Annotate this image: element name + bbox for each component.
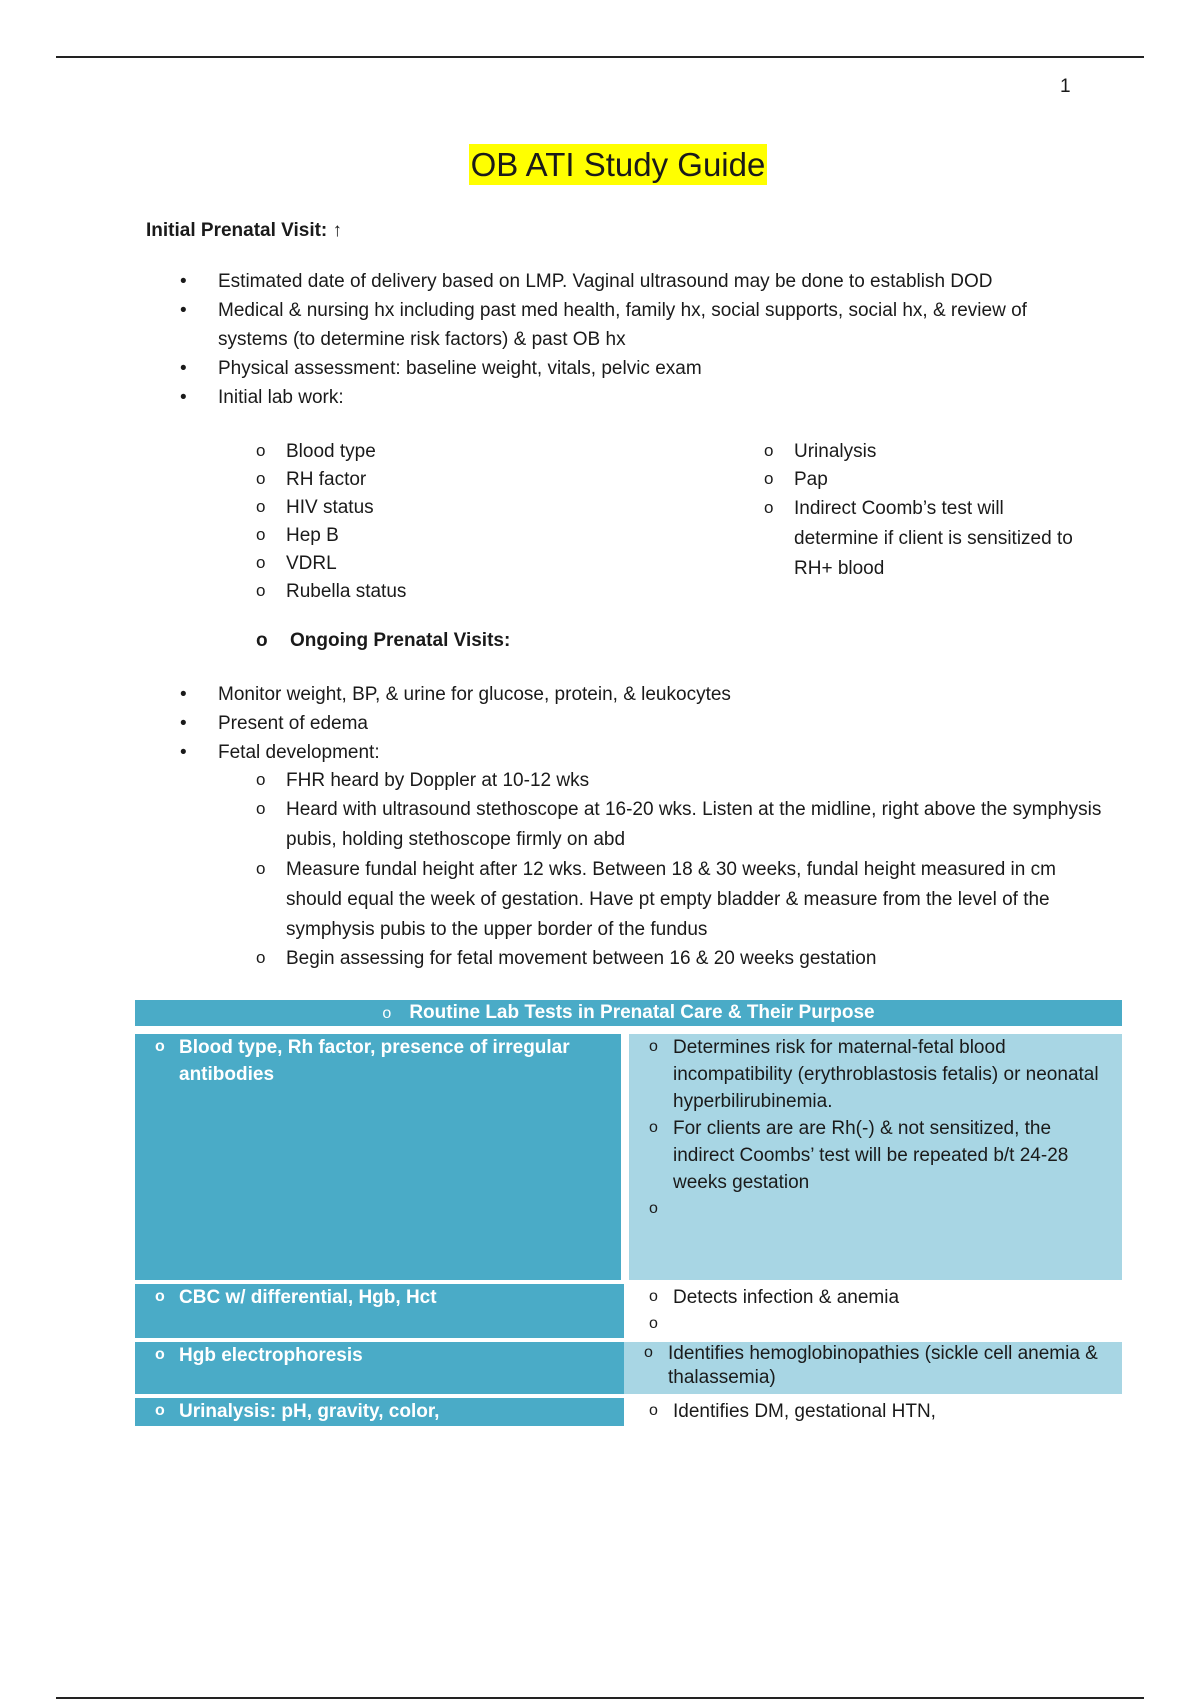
list-item: o Begin assessing for fetal movement between 16 & 20 weeks gestation (252, 945, 1102, 973)
lab-purpose-cell (629, 1398, 1122, 1426)
lab-purpose-item: o Identifies hemoglobinopathies (sickle cell anemia & thalassemia) (624, 1342, 1112, 1390)
lab-test-cell (135, 1342, 624, 1394)
lab-table-header: o Routine Lab Tests in Prenatal Care & Their Purpose (135, 1000, 1122, 1026)
lab-purpose-item (629, 1196, 1108, 1223)
list-item: o Heard with ultrasound stethoscope at 16-20 wks. Listen at the midline, right above the symphysis pubis, holding stethoscope firmly on abd (252, 795, 1102, 855)
lab-test-cell (135, 1284, 624, 1338)
lab-purpose-item: o For clients are are Rh(-) & not sensitized, the indirect Coombs’ test will be repeated b/t 24-28 weeks gestation (629, 1115, 1108, 1196)
list-item: o VDRL (252, 550, 632, 578)
list-item: o Indirect Coomb’s test will determine if client is sensitized to RH+ blood (760, 494, 1080, 584)
lab-test-cell (135, 1398, 624, 1426)
list-item: o Hep B (252, 522, 632, 550)
list-item: • Fetal development: (148, 738, 1088, 767)
list-item: o Rubella status (252, 578, 632, 606)
page-number: 1 (1060, 76, 1071, 97)
list-item: o HIV status (252, 494, 632, 522)
lab-purpose-item: o Identifies DM, gestational HTN, (629, 1398, 1122, 1425)
lab-purpose-cell (624, 1342, 1122, 1394)
list-item: • Present of edema (148, 709, 1088, 738)
lab-test-name: o CBC w/ differential, Hgb, Hct (135, 1284, 624, 1311)
lab-purpose-cell (629, 1284, 1122, 1338)
list-item: o Measure fundal height after 12 wks. Between 18 & 30 weeks, fundal height measured in cm should equal the week of gestation. Have pt empty bladder & measure from the level of the symphysis pubis to the upper border of the fundus (252, 855, 1102, 945)
fetal-development-list (252, 767, 1102, 973)
labs-left-list (252, 438, 632, 606)
page-title: OB ATI Study Guide (470, 146, 766, 183)
list-item: o RH factor (252, 466, 632, 494)
lab-test-name: o Hgb electrophoresis (135, 1342, 624, 1369)
lab-test-name: o Blood type, Rh factor, presence of irregular antibodies (135, 1034, 621, 1088)
lab-purpose-item: o Determines risk for maternal-fetal blood incompatibility (erythroblastosis fetalis) or neonatal hyperbilirubinemia. (629, 1034, 1108, 1115)
list-item: • Physical assessment: baseline weight, vitals, pelvic exam (148, 354, 1088, 383)
lab-test-cell (135, 1034, 621, 1280)
initial-visit-list (148, 267, 1088, 412)
lab-purpose-item (629, 1311, 1122, 1338)
lab-purpose-item: o Detects infection & anemia (629, 1284, 1122, 1311)
ongoing-visits-heading: o Ongoing Prenatal Visits: (252, 630, 510, 652)
circle-bullet-icon: o (382, 1005, 392, 1022)
list-item: • Estimated date of delivery based on LMP. Vaginal ultrasound may be done to establish DOD (148, 267, 1088, 296)
list-item: o FHR heard by Doppler at 10-12 wks (252, 767, 1102, 795)
circle-bullet-icon: o (256, 630, 268, 651)
list-item: o Pap (760, 466, 1080, 494)
list-item: • Monitor weight, BP, & urine for glucose, protein, & leukocytes (148, 680, 1088, 709)
list-item: o Urinalysis (760, 438, 1080, 466)
lab-purpose-cell (629, 1034, 1122, 1280)
list-item: o Blood type (252, 438, 632, 466)
initial-visit-heading: Initial Prenatal Visit: ↑ (146, 220, 343, 241)
list-item: • Initial lab work: (148, 383, 1088, 412)
list-item: • Medical & nursing hx including past med health, family hx, social supports, social hx, & review of systems (to determine risk factors) & past OB hx (148, 296, 1088, 354)
ongoing-visits-list (148, 680, 1088, 767)
bottom-rule (56, 1697, 1144, 1699)
lab-test-name: o Urinalysis: pH, gravity, color, (135, 1398, 624, 1425)
top-rule (56, 56, 1144, 58)
labs-right-list (760, 438, 1080, 584)
